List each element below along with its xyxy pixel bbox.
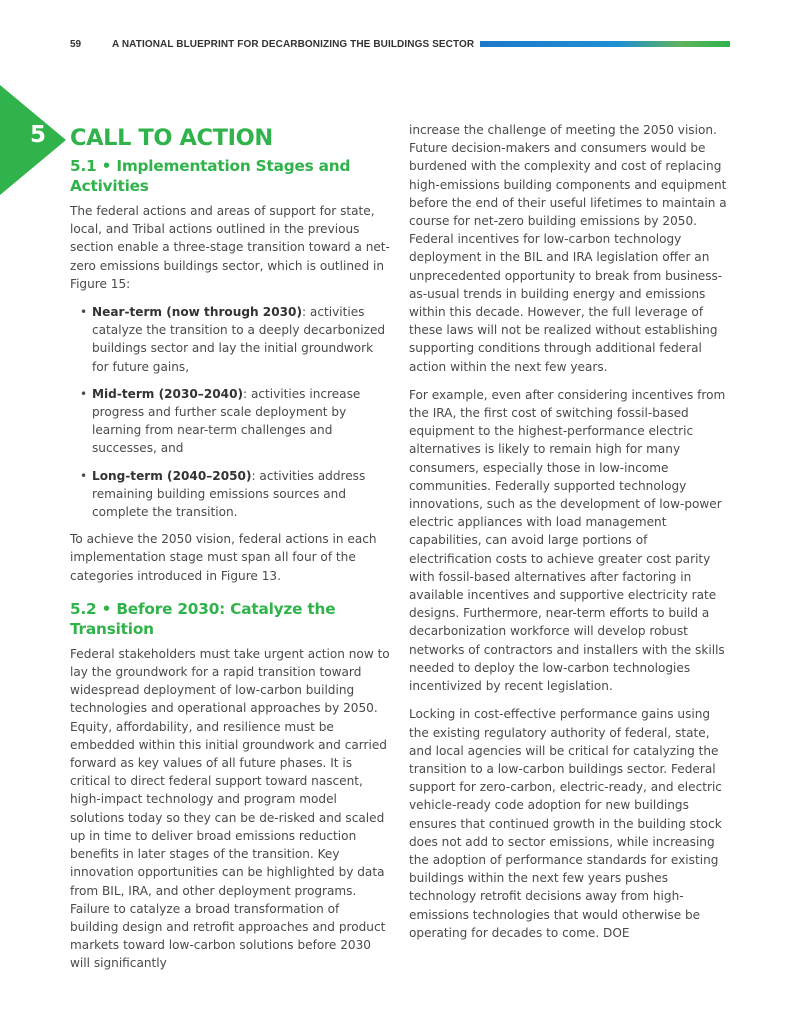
page-number: 59 (70, 38, 82, 50)
chapter-title: CALL TO ACTION (70, 125, 273, 151)
stage-term: Near-term (now through 2030) (92, 305, 302, 320)
stage-text: : activities increase progress and further scale deployment by learning from near-term challenges and successes, and (92, 386, 361, 456)
section-5-2-paragraph-1-continued: increase the challenge of meeting the 2050 vision. Future decision-makers and consumers would be burdened with the complexity and cost of replacing high-emissions building components and equipment before the end of their useful lifetimes to maintain a course for net-zero building emissions by 2050. Federal incentives for low-carbon technology deployment in the BIL and IRA legislation offer an unprecedented opportunity to break from business-as-usual trends in building energy and emissions within this decade. However, the full leverage of these laws will not be realized without establishing supporting conditions through additional federal action within the next few years. (409, 123, 727, 374)
stage-term: Mid-term (2030–2040) (92, 386, 244, 401)
section-5-2-paragraph-3: Locking in cost-effective performance gains using the existing regulatory authority of federal, state, and local agencies will be critical for catalyzing the transition to a low-carbon buildings sector. Federal support for zero-carbon, electric-ready, and electric vehicle-ready code adoption for new buildings ensures that continued growth in the building stock does not add to sector emissions, while increasing the adoption of performance standards for existing buildings within the next few years pushes technology retrofit decisions away from high-emissions technologies that would otherwise be operating for decades to come. DOE (409, 707, 722, 940)
section-5-1-closing: To achieve the 2050 vision, federal actions in each implementation stage must span all four of the categories introduced in Figure 13. (70, 532, 377, 583)
section-5-2-paragraph-2: For example, even after considering incentives from the IRA, the first cost of switching fossil-based equipment to the highest-performance electric alternatives is likely to remain high for many consumers, especially those in low-income communities. Federally supported technology innovations, such as the development of low-power electric appliances with load management capabilities, can avoid large portions of electrification costs to achieve greater cost parity with fossil-based alternatives after factoring in available incentives and supportive electricity rate designs. Furthermore, near-term efforts to build a decarbonization workforce will develop robust networks of contractors and installers with the skills needed to deploy the low-carbon technologies incentivized by recent legislation. (409, 387, 726, 694)
right-column (409, 121, 731, 952)
running-title: A NATIONAL BLUEPRINT FOR DECARBONIZING THE BUILDINGS SECTOR (112, 38, 475, 50)
list-item (80, 385, 390, 458)
section-5-2-paragraph-1: Federal stakeholders must take urgent action now to lay the groundwork for a rapid transition toward widespread deployment of low-carbon building technologies and operational approaches by 2050. Equity, affordability, and resilience must be embedded within this initial groundwork and carried forward as key values of all future phases. It is critical to direct federal support toward nascent, high-impact technology and program model solutions today so they can be de-risked and scaled up in time to deliver broad emissions reduction benefits in later stages of the transition. Key innovation opportunities can be highlighted by data from BIL, IRA, and other deployment programs. Failure to catalyze a broad transformation of building design and retrofit approaches and product markets toward low-carbon solutions before 2030 will significantly (70, 646, 390, 971)
list-item (80, 303, 390, 376)
running-header (70, 37, 730, 51)
stage-term: Long-term (2040–2050) (92, 468, 252, 483)
left-column (70, 121, 390, 983)
list-item (80, 467, 390, 522)
stage-list (70, 303, 390, 521)
stage-text: : activities address remaining building emissions sources and complete the transition. (92, 468, 366, 520)
section-5-2-heading: 5.2 • Before 2030: Catalyze the Transition (70, 599, 336, 638)
section-5-1-intro: The federal actions and areas of support for state, local, and Tribal actions outlined in the previous section enable a three-stage transition toward a net-zero emissions buildings sector, which is outlined in Figure 15: (70, 204, 390, 291)
section-5-1-heading: 5.1 • Implementation Stages and Activities (70, 157, 351, 195)
header-color-bar (480, 41, 730, 47)
chapter-number: 5 (30, 122, 47, 148)
stage-text: : activities catalyze the transition to a deeply decarbonized buildings sector and lay the initial groundwork for future gains, (92, 305, 386, 374)
